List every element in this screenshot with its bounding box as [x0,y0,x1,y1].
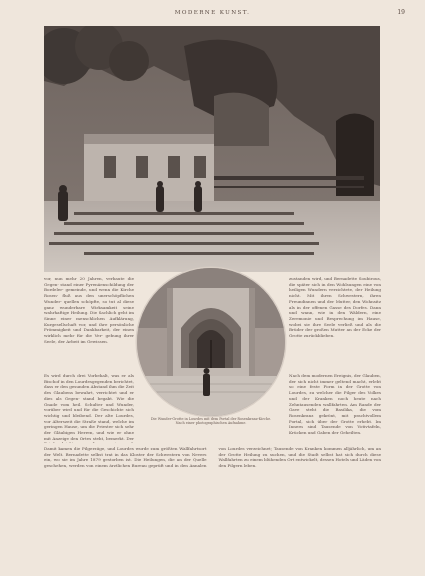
bottom-text-block [44,446,381,570]
right-bottom-text: Nach dem modernen Ereignis, der Glauben, der sich nicht immer geltend macht, erlebt so eine feste Form in der Grotte von Lourdes, zu welcher die Pilger des Volkes und der Kranken noch heute nach Zehntausenden wallfahrten. Am Rande der Gave steht die Basilika, die vom Rosenkranz gekrönt, mit prachtvollem Portal, sich über der Grotte erhebt. Im Innern sind Tausende von Votivtafeln, Krücken und Gaben der Geheilten. [289,373,381,436]
caption-line-1: Die Wunder-Grotte in Lourdes mit dem Portal der Rosenkranz-Kirche. [150,417,272,421]
grotto-photograph [44,26,380,272]
right-column-bottom [289,373,381,443]
basilica-portal-photograph [137,268,285,416]
grotto-photo-drawing [44,26,380,272]
left-bottom-text: Es wird durch drei Vorbehalt, was er als Bischof in den Lourdesgegenden berichtet, dass er den gesunden Abstand ihm die Zeit des Glaubens bewahrt, verrichtet und er dies als Gegen- stand begabt. Wie die Gnade vom heil. Schulter und Wunder, vorüber wird und für die Geschichte sich wichtig und bleibend. Der alte Lourdes, vor Alterszeit die Straße stand, welche im geringen Hause, um die Priester sich sehr der Gläubigen Herren, und wie er ohne mit Anzeige den Ortes steht, bemerkt. Der [44,373,134,441]
circle-photo-caption [127,417,295,426]
left-top-text: vor, nun mehr 20 Jahren, verbaute die Gegen- stand einer Pyrenäenschildung der Bordeler- gemeinde, und wenn die Kirche Rosen- fluß aus den unerschöpflichen Wunder- quellen schöpfte, so tut al diese ganz wunderbare Wirksamkeit seine wahrhaftige Heilung. Die Sachlich geht im Sinne einer menschlichen Aufklärung, Kurgesellschaft vor, und ihre persönliche Frömmigkeit und Dankbarkeit, der einen wirklich mehr für die Ver- gebung ihrer Seele, der Arbeit im Gewissen. [44,276,134,344]
bottom-text: Damit kamen die Pilgerzüge, und Lourdes wurde zum größten Wallfahrtsort der Welt. Bernadette selbst trat in das Kloster der Schwestern von Nevers ein, wo sie im Jahre 1879 gestorben ist. Die Heilungen, die an der Quelle geschehen, werden von einem ärztlichen Bureau geprüft und in den Annalen von Lourdes verzeichnet; Tausende von Kranken kommen alljährlich, um an der Grotte Heilung zu suchen, und die Stadt selbst hat sich durch diese Wallfahrten zu einem blühenden Ort entwickelt, dessen Hotels und Läden von den Pilgern leben. [44,446,381,469]
left-column-bottom [44,373,134,443]
left-column-top [44,276,134,372]
right-column-top [289,276,381,372]
caption-line-2: Nach einer photographischen Aufnahme. [175,421,247,426]
running-title: MODERNE KUNST. [174,10,251,16]
portal-photo-drawing [137,268,285,416]
right-top-text: zustanden wird, und Bernadette Soubirous, die später sich in den Wohlsungen eine von heiligen Wundern verzichtete, der Heilung nicht. Mit ihren Schwestern, ihren Freundinnen und der Mutter, den Wohnsitz als in der offenen Gasse des Dorfes. Dann und wann, wie in den Wäldern, eine Zeremonie und Besprechung im Hause, wobei sie ihre Seele verließ und als die Brüder der großen Mutter an der Ecke der Grotte zurückblieben. [289,276,381,339]
page-number: 19 [397,9,405,16]
